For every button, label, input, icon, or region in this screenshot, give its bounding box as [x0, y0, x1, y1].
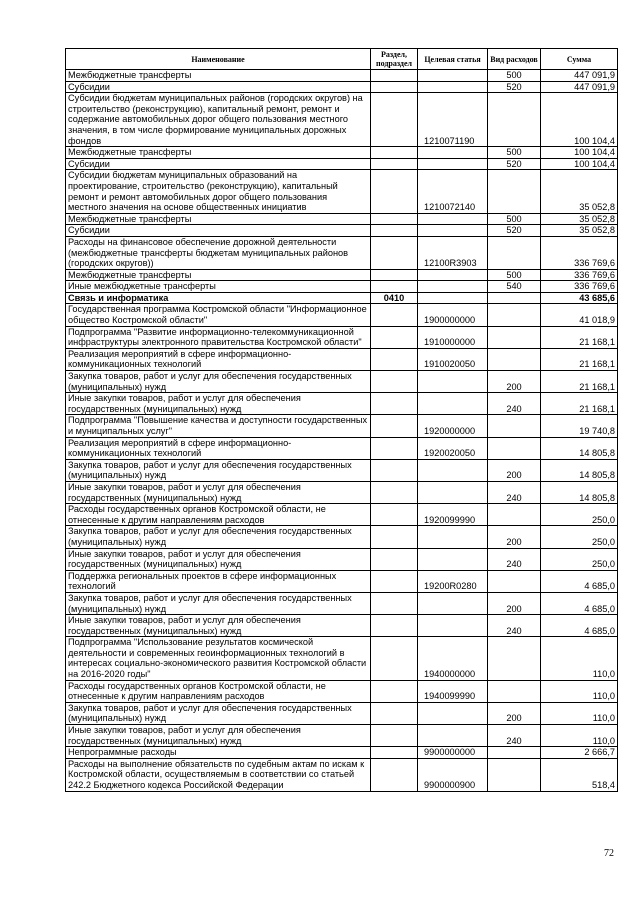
cell-article: 1940099990 [418, 680, 488, 702]
cell-section [371, 758, 418, 791]
cell-type: 200 [488, 592, 541, 614]
table-row [66, 680, 618, 702]
cell-name: Расходы государственных органов Костромской области, не отнесенные к другим направлениям расходов [66, 504, 371, 526]
table-body [66, 70, 618, 792]
table-row [66, 147, 618, 159]
cell-article [418, 158, 488, 170]
cell-name: Межбюджетные трансферты [66, 269, 371, 281]
cell-name: Подпрограмма "Повышение качества и доступности государственных и муниципальных услуг" [66, 415, 371, 437]
cell-name: Межбюджетные трансферты [66, 147, 371, 159]
cell-type: 500 [488, 213, 541, 225]
cell-name: Закупка товаров, работ и услуг для обеспечения государственных (муниципальных) нужд [66, 371, 371, 393]
cell-article: 1210071190 [418, 93, 488, 147]
cell-sum: 447 091,9 [541, 70, 618, 82]
table-row [66, 758, 618, 791]
table-row [66, 615, 618, 637]
cell-section [371, 570, 418, 592]
cell-section [371, 680, 418, 702]
cell-sum: 336 769,6 [541, 281, 618, 293]
table-row [66, 269, 618, 281]
cell-sum: 336 769,6 [541, 269, 618, 281]
cell-sum: 518,4 [541, 758, 618, 791]
cell-sum: 21 168,1 [541, 348, 618, 370]
cell-sum: 35 052,8 [541, 170, 618, 213]
cell-type [488, 304, 541, 326]
cell-name: Иные закупки товаров, работ и услуг для обеспечения государственных (муниципальных) нужд [66, 548, 371, 570]
cell-section [371, 236, 418, 269]
cell-article [418, 269, 488, 281]
cell-name: Закупка товаров, работ и услуг для обеспечения государственных (муниципальных) нужд [66, 526, 371, 548]
cell-name: Закупка товаров, работ и услуг для обеспечения государственных (муниципальных) нужд [66, 459, 371, 481]
cell-name: Межбюджетные трансферты [66, 70, 371, 82]
cell-type: 200 [488, 459, 541, 481]
cell-section [371, 225, 418, 237]
cell-sum: 21 168,1 [541, 371, 618, 393]
table-row [66, 415, 618, 437]
cell-section [371, 504, 418, 526]
cell-type: 520 [488, 158, 541, 170]
cell-type [488, 437, 541, 459]
cell-type [488, 758, 541, 791]
cell-name: Субсидии [66, 225, 371, 237]
cell-article [418, 147, 488, 159]
cell-type: 500 [488, 147, 541, 159]
cell-section [371, 702, 418, 724]
cell-sum: 100 104,4 [541, 158, 618, 170]
cell-sum: 4 685,0 [541, 592, 618, 614]
cell-section [371, 170, 418, 213]
cell-sum: 2 666,7 [541, 747, 618, 759]
header-type: Вид расходов [488, 49, 541, 70]
cell-article [418, 81, 488, 93]
table-row [66, 158, 618, 170]
cell-sum: 110,0 [541, 637, 618, 680]
table-row [66, 213, 618, 225]
cell-article [418, 459, 488, 481]
document-page [65, 48, 617, 792]
cell-type: 540 [488, 281, 541, 293]
cell-article [418, 592, 488, 614]
budget-table [65, 48, 618, 792]
cell-article [418, 615, 488, 637]
cell-type [488, 680, 541, 702]
table-row [66, 702, 618, 724]
table-row [66, 281, 618, 293]
cell-article: 1920099990 [418, 504, 488, 526]
cell-sum: 100 104,4 [541, 147, 618, 159]
cell-name: Субсидии бюджетам муниципальных образований на проектирование, строительство (реконструкцию), капитальный ремонт и ремонт автомобильных дорог общего пользования местного значения на основе общественных инициатив [66, 170, 371, 213]
cell-section: 0410 [371, 292, 418, 304]
cell-name: Субсидии [66, 158, 371, 170]
header-sum: Сумма [541, 49, 618, 70]
cell-name: Реализация мероприятий в сфере информационно-коммуникационных технологий [66, 437, 371, 459]
cell-section [371, 592, 418, 614]
cell-name: Непрограммные расходы [66, 747, 371, 759]
cell-sum: 100 104,4 [541, 93, 618, 147]
table-row [66, 592, 618, 614]
table-row [66, 292, 618, 304]
cell-sum: 21 168,1 [541, 326, 618, 348]
cell-sum: 43 685,6 [541, 292, 618, 304]
cell-article: 1910000000 [418, 326, 488, 348]
cell-section [371, 147, 418, 159]
cell-article [418, 393, 488, 415]
cell-type [488, 93, 541, 147]
cell-name: Межбюджетные трансферты [66, 213, 371, 225]
table-row [66, 371, 618, 393]
cell-type: 200 [488, 371, 541, 393]
cell-section [371, 637, 418, 680]
cell-sum: 14 805,8 [541, 481, 618, 503]
cell-section [371, 70, 418, 82]
cell-type: 200 [488, 702, 541, 724]
cell-sum: 4 685,0 [541, 615, 618, 637]
cell-type: 240 [488, 393, 541, 415]
page-number: 72 [604, 848, 614, 859]
cell-article: 1920020050 [418, 437, 488, 459]
cell-type: 500 [488, 70, 541, 82]
table-row [66, 548, 618, 570]
cell-section [371, 725, 418, 747]
cell-article: 9900000000 [418, 747, 488, 759]
table-row [66, 637, 618, 680]
cell-article: 1920000000 [418, 415, 488, 437]
header-article: Целевая статья [418, 49, 488, 70]
cell-section [371, 371, 418, 393]
cell-section [371, 326, 418, 348]
cell-section [371, 548, 418, 570]
table-row [66, 81, 618, 93]
cell-type [488, 170, 541, 213]
cell-section [371, 269, 418, 281]
cell-sum: 4 685,0 [541, 570, 618, 592]
cell-sum: 447 091,9 [541, 81, 618, 93]
cell-section [371, 459, 418, 481]
cell-section [371, 393, 418, 415]
cell-section [371, 158, 418, 170]
cell-type [488, 236, 541, 269]
cell-name: Подпрограмма "Развитие информационно-телекоммуникационной инфраструктуры электронного правительства Костромской области" [66, 326, 371, 348]
cell-section [371, 526, 418, 548]
cell-type: 500 [488, 269, 541, 281]
cell-section [371, 481, 418, 503]
cell-section [371, 93, 418, 147]
table-row [66, 348, 618, 370]
cell-article: 19200R0280 [418, 570, 488, 592]
cell-type [488, 348, 541, 370]
cell-name: Расходы на финансовое обеспечение дорожной деятельности (межбюджетные трансферты бюджетам муниципальных районов (городских округов)) [66, 236, 371, 269]
cell-article [418, 70, 488, 82]
cell-sum: 14 805,8 [541, 437, 618, 459]
cell-article [418, 548, 488, 570]
cell-article [418, 371, 488, 393]
cell-type: 240 [488, 725, 541, 747]
cell-article [418, 725, 488, 747]
cell-name: Расходы на выполнение обязательств по судебным актам по искам к Костромской области, осуществляемым в соответствии со статьей 242.2 Бюджетного кодекса Российской Федерации [66, 758, 371, 791]
cell-section [371, 615, 418, 637]
table-row [66, 570, 618, 592]
cell-section [371, 81, 418, 93]
cell-article: 1940000000 [418, 637, 488, 680]
header-name: Наименование [66, 49, 371, 70]
cell-article: 1900000000 [418, 304, 488, 326]
table-row [66, 481, 618, 503]
cell-name: Поддержка региональных проектов в сфере информационных технологий [66, 570, 371, 592]
cell-type [488, 747, 541, 759]
cell-name: Иные закупки товаров, работ и услуг для обеспечения государственных (муниципальных) нужд [66, 725, 371, 747]
table-row [66, 170, 618, 213]
cell-article: 1910020050 [418, 348, 488, 370]
cell-sum: 41 018,9 [541, 304, 618, 326]
cell-type: 240 [488, 481, 541, 503]
cell-sum: 110,0 [541, 702, 618, 724]
cell-section [371, 213, 418, 225]
table-row [66, 93, 618, 147]
cell-article [418, 292, 488, 304]
cell-section [371, 348, 418, 370]
cell-sum: 250,0 [541, 504, 618, 526]
cell-article: 12100R3903 [418, 236, 488, 269]
cell-sum: 110,0 [541, 725, 618, 747]
cell-name: Реализация мероприятий в сфере информационно-коммуникационных технологий [66, 348, 371, 370]
table-row [66, 393, 618, 415]
cell-article [418, 481, 488, 503]
cell-section [371, 304, 418, 326]
table-row [66, 747, 618, 759]
cell-type: 520 [488, 225, 541, 237]
cell-type [488, 570, 541, 592]
table-row [66, 459, 618, 481]
cell-article [418, 526, 488, 548]
table-row [66, 326, 618, 348]
cell-section [371, 747, 418, 759]
cell-type: 240 [488, 615, 541, 637]
cell-article: 1210072140 [418, 170, 488, 213]
cell-type: 520 [488, 81, 541, 93]
cell-sum: 250,0 [541, 526, 618, 548]
table-row [66, 437, 618, 459]
cell-article [418, 213, 488, 225]
table-row [66, 526, 618, 548]
cell-article: 9900000900 [418, 758, 488, 791]
table-row [66, 725, 618, 747]
cell-section [371, 437, 418, 459]
cell-name: Государственная программа Костромской области "Информационное общество Костромской области" [66, 304, 371, 326]
cell-sum: 35 052,8 [541, 225, 618, 237]
header-section: Раздел, подраздел [371, 49, 418, 70]
cell-name: Субсидии бюджетам муниципальных районов (городских округов) на строительство (реконструкцию), капитальный ремонт, ремонт и содержание автомобильных дорог общего пользования местного значения, в том числе формирование муниципальных дорожных фондов [66, 93, 371, 147]
cell-sum: 14 805,8 [541, 459, 618, 481]
cell-sum: 250,0 [541, 548, 618, 570]
cell-name: Закупка товаров, работ и услуг для обеспечения государственных (муниципальных) нужд [66, 702, 371, 724]
cell-section [371, 281, 418, 293]
cell-name: Иные закупки товаров, работ и услуг для обеспечения государственных (муниципальных) нужд [66, 615, 371, 637]
cell-article [418, 702, 488, 724]
cell-sum: 35 052,8 [541, 213, 618, 225]
cell-type [488, 637, 541, 680]
cell-name: Подпрограмма "Использование результатов космической деятельности и современных геоинформационных технологий в интересах социально-экономического развития Костромской области на 2016-2020 годы" [66, 637, 371, 680]
cell-name: Иные закупки товаров, работ и услуг для обеспечения государственных (муниципальных) нужд [66, 481, 371, 503]
cell-sum: 336 769,6 [541, 236, 618, 269]
cell-name: Субсидии [66, 81, 371, 93]
cell-type [488, 415, 541, 437]
cell-name: Связь и информатика [66, 292, 371, 304]
table-row [66, 304, 618, 326]
cell-section [371, 415, 418, 437]
cell-sum: 19 740,8 [541, 415, 618, 437]
cell-sum: 21 168,1 [541, 393, 618, 415]
table-row [66, 70, 618, 82]
cell-article [418, 225, 488, 237]
table-row [66, 504, 618, 526]
cell-type: 240 [488, 548, 541, 570]
table-header-row [66, 49, 618, 70]
cell-article [418, 281, 488, 293]
table-row [66, 236, 618, 269]
cell-sum: 110,0 [541, 680, 618, 702]
cell-type [488, 504, 541, 526]
cell-name: Иные межбюджетные трансферты [66, 281, 371, 293]
cell-name: Расходы государственных органов Костромской области, не отнесенные к другим направлениям расходов [66, 680, 371, 702]
cell-name: Иные закупки товаров, работ и услуг для обеспечения государственных (муниципальных) нужд [66, 393, 371, 415]
cell-type: 200 [488, 526, 541, 548]
cell-type [488, 292, 541, 304]
cell-name: Закупка товаров, работ и услуг для обеспечения государственных (муниципальных) нужд [66, 592, 371, 614]
cell-type [488, 326, 541, 348]
table-row [66, 225, 618, 237]
